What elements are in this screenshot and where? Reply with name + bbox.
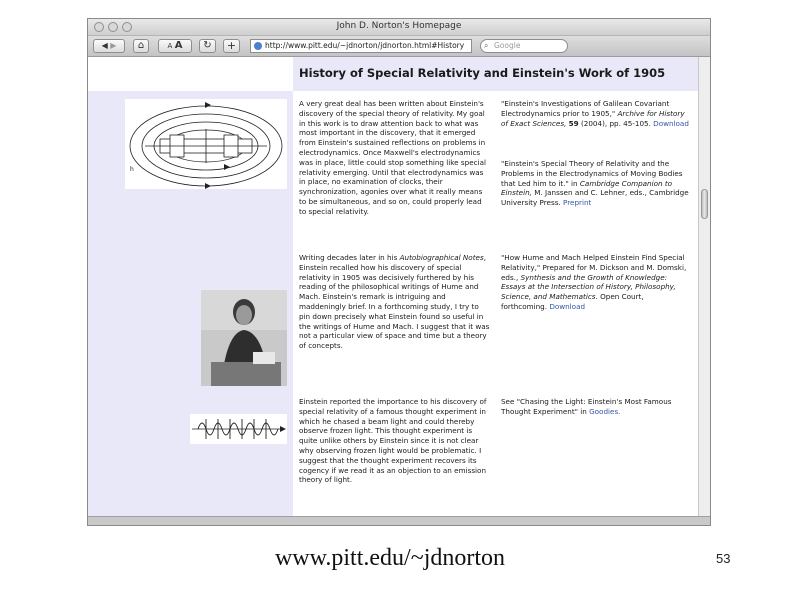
text-smaller-icon[interactable]: A: [167, 42, 173, 50]
vertical-scrollbar[interactable]: [698, 57, 710, 519]
ref-title: "Einstein's Investigations of Galilean Covariant Electrodynamics prior to 1905,": [501, 99, 670, 118]
home-button[interactable]: [133, 39, 149, 53]
text-size-buttons[interactable]: [158, 39, 192, 53]
ref-details: Open Court, forthcoming.: [501, 292, 644, 311]
reload-icon: ↻: [203, 40, 212, 51]
download-link[interactable]: Download: [549, 301, 586, 311]
ref-journal: Synthesis and the Growth of Knowledge: Essays at the Intersection of History, Philosophy, Science, and Mathematics.: [501, 272, 676, 302]
ref-details: M. Janssen and C. Lehner, eds., Cambridge University Press.: [501, 188, 689, 208]
light-wave-image: [190, 414, 287, 444]
row2-reference-1: [501, 253, 691, 312]
row1-reference-1: [501, 99, 691, 128]
preprint-link[interactable]: Preprint: [563, 198, 592, 208]
search-icon: ⌕: [484, 41, 489, 50]
text-part: , Einstein recalled how his discovery of special relativity in 1905 was decisively furthered by his reading of the philosophical writings of Hume and Mach. Einstein's remark is intriguing and maddeningly brief. In a forthcoming study, I try to pin down precisely what Einstein found so useful in the writings of Hume and Mach. I suggest that it was not a particular view of space and time but a theory of concepts.: [299, 253, 490, 351]
browser-toolbar: [88, 36, 710, 57]
address-bar[interactable]: [250, 39, 472, 53]
forward-icon[interactable]: ▶: [110, 41, 117, 50]
magnet-field-icon: [125, 99, 287, 189]
page-title: History of Special Relativity and Einstein's Work of 1905: [299, 66, 666, 80]
light-wave-icon: [190, 414, 287, 444]
ref-title: "Einstein's Special Theory of Relativity and the Problems in the Electrodynamics of Moving Bodies that Led him to it." in: [501, 159, 683, 188]
back-icon[interactable]: ◀: [101, 41, 108, 50]
row1-reference-2: [501, 159, 691, 208]
row3-main-text: Einstein reported the importance to his discovery of special relativity of a famous thought experiment in which he chased a beam light and could thereby observe frozen light. This thought experiment is quite unlike others by Einstein since it is not clear why observing frozen light would be problematic. I suggest that the thought experiment recovers its cogency if we read it as an objection to an emission theory of light.: [299, 397, 487, 485]
slide-number: 53: [716, 551, 731, 566]
browser-window: [87, 18, 711, 526]
book-title: Autobiographical Notes: [399, 253, 484, 262]
ref-details: (2004), pp. 45-105.: [580, 118, 651, 128]
ref-journal: Archive for History of Exact Sciences,: [501, 108, 685, 128]
web-page: [88, 57, 700, 519]
globe-icon: [254, 42, 262, 50]
back-forward-buttons[interactable]: [93, 39, 125, 53]
heading-bar: [293, 57, 700, 91]
text-part: Writing decades later in his: [299, 253, 400, 262]
search-placeholder: Google: [494, 41, 521, 50]
download-link[interactable]: Download: [653, 118, 689, 128]
left-header-blank: [88, 57, 293, 91]
goodies-link[interactable]: Goodies.: [589, 406, 621, 416]
ref-title: See "Chasing the Light: Einstein's Most Famous Thought Experiment" in: [501, 397, 672, 416]
search-field[interactable]: [480, 39, 568, 53]
ref-journal: Cambridge Companion to Einstein,: [501, 178, 673, 198]
field-lines-diagram-image: [125, 99, 287, 189]
scrollbar-thumb[interactable]: [701, 189, 708, 219]
text-larger-icon[interactable]: A: [174, 40, 183, 51]
status-bar: [88, 516, 711, 525]
row2-main-text: [299, 253, 491, 351]
slide-footer-url: www.pitt.edu/~jdnorton: [274, 545, 506, 571]
plus-icon: +: [226, 39, 237, 52]
reload-button[interactable]: [199, 39, 216, 53]
einstein-photo: [201, 290, 287, 386]
add-bookmark-button[interactable]: [223, 39, 240, 53]
ref-volume: 59: [568, 118, 579, 128]
home-icon: ⌂: [137, 40, 145, 51]
ref-title: "How Hume and Mach Helped Einstein Find Special Relativity," Prepared for M. Dickson and M. Domski, eds.,: [501, 253, 687, 282]
portrait-image-icon: [201, 290, 287, 386]
row3-reference-1: [501, 397, 691, 417]
title-bar: [88, 19, 710, 36]
svg-text:h: h: [130, 166, 134, 173]
row1-main-text: A very great deal has been written about Einstein's discovery of the special theory of relativity. My goal in this work is to draw attention back to what was most important in the discovery, that it emerged from Einstein's sustained reflections on problems in electrodynamics. Once Maxwell's electrodynamics was in place, little could stop something like special relativity emerging. Until that electrodynamics was in place, no examination of clocks, their synchronization, agonies over what it really means to be simultaneous, and so on, could properly lead to special relativity.: [299, 99, 486, 216]
address-bar-url: http://www.pitt.edu/~jdnorton/jdnorton.html#History: [265, 41, 465, 50]
window-title: John D. Norton's Homepage: [336, 21, 462, 31]
